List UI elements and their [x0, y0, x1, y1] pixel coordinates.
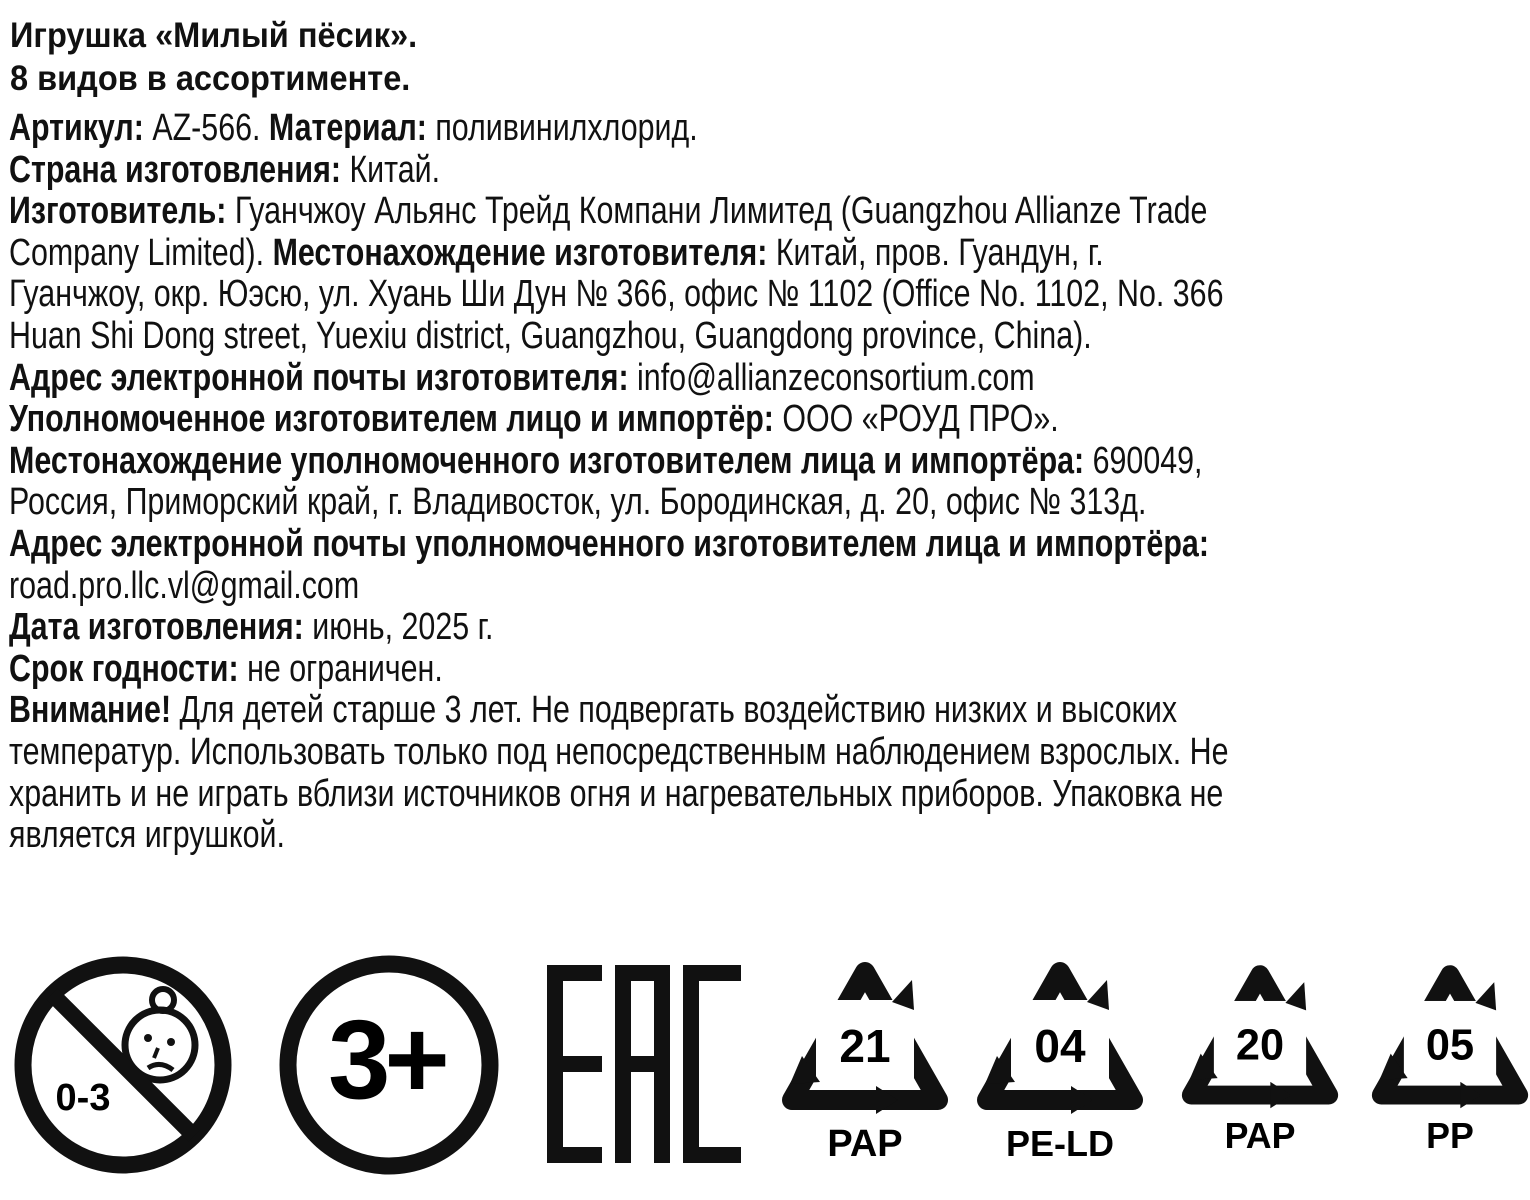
article-material-paragraph — [9, 108, 1245, 150]
manufacturer-label: Изготовитель: — [9, 190, 227, 233]
warning-value: Для детей старше 3 лет. Не подвергать воздействию низких и высоких температур. Использовать только под непосредственным наблюдением взрослых. Не хранить и не играть вблизи источников огня и нагревательных приборов. Упаковка не является игрушкой. — [9, 689, 1229, 857]
recycle-pe-ld-04-icon — [975, 960, 1145, 1175]
age-3-plus-icon — [274, 950, 504, 1180]
manufacturer-email-value: info@allianzeconsortium.com — [637, 356, 1035, 399]
manufacture-date-paragraph — [9, 607, 1245, 649]
importer-email-paragraph — [9, 524, 1245, 607]
recycle-code-pp: PP — [1426, 1115, 1474, 1156]
recycle-number-05: 05 — [1425, 1021, 1475, 1070]
product-info-block — [9, 108, 1245, 857]
manufacture-date-value: июнь, 2025 г. — [312, 606, 494, 649]
importer-value: ООО «РОУД ПРО». — [782, 398, 1059, 441]
product-title-line-1: Игрушка «Милый пёсик». — [10, 16, 418, 55]
country-paragraph — [9, 150, 1245, 192]
recycle-number-04: 04 — [1034, 1020, 1086, 1072]
manufacturer-address-value: Китай, пров. Гуандун, г. Гуанчжоу, окр. Юэсю, ул. Хуань Ши Дун № 366, офис № 1102 (Office No. 1102, No. 366 Huan Shi Dong street, Yuexiu district, Guangzhou, Guangdong province, China). — [9, 231, 1224, 357]
manufacturer-paragraph — [9, 191, 1245, 357]
material-label: Материал: — [268, 107, 427, 149]
product-title-line-2: 8 видов в ассортименте. — [10, 59, 411, 98]
age-rating-label: 3+ — [328, 997, 444, 1122]
recycle-pp-05-icon — [1370, 962, 1530, 1167]
importer-email-value: road.pro.llc.vl@gmail.com — [9, 564, 360, 607]
recycle-code-pe-ld: PE-LD — [1006, 1123, 1114, 1164]
importer-email-label: Адрес электронной почты уполномоченного изготовителем лица и импортёра: — [9, 522, 1209, 565]
importer-address-value: 690049, Россия, Приморский край, г. Владивосток, ул. Бородинская, д. 20, офис № 313д. — [9, 439, 1203, 524]
product-title — [10, 14, 1405, 100]
importer-paragraph — [9, 399, 1245, 441]
importer-address-paragraph — [9, 441, 1245, 524]
recycle-pap-20-icon — [1180, 962, 1340, 1167]
manufacturer-address-label: Местонахождение изготовителя: — [272, 231, 768, 274]
eac-mark-icon — [545, 965, 745, 1165]
recycle-code-pap-2: PAP — [1224, 1115, 1296, 1156]
recycle-code-pap-1: PAP — [827, 1123, 903, 1165]
shelf-life-value: не ограничен. — [247, 647, 443, 690]
age-warning-label: 0-3 — [55, 1077, 111, 1119]
warning-paragraph — [9, 690, 1245, 856]
manufacturer-email-paragraph — [9, 358, 1245, 400]
article-label: Артикул: — [9, 107, 144, 149]
material-value: поливинилхлорид. — [435, 107, 698, 149]
importer-label: Уполномоченное изготовителем лицо и импортёр: — [9, 398, 774, 441]
recycle-number-20: 20 — [1235, 1021, 1285, 1070]
certification-icons-row — [0, 950, 1530, 1190]
shelf-life-paragraph — [9, 649, 1245, 691]
country-label: Страна изготовления: — [9, 148, 341, 191]
warning-label: Внимание! — [9, 689, 172, 732]
manufacturer-email-label: Адрес электронной почты изготовителя: — [9, 356, 629, 399]
shelf-life-label: Срок годности: — [9, 647, 239, 690]
country-value: Китай. — [349, 148, 441, 191]
recycle-number-21: 21 — [839, 1020, 891, 1072]
manufacturer-value: Гуанчжоу Альянс Трейд Компани Лимитед (Guangzhou Allianze Trade Company Limited). — [9, 190, 1208, 274]
recycle-pap-21-icon — [780, 960, 950, 1175]
importer-address-label: Местонахождение уполномоченного изготовителем лица и импортёра: — [9, 439, 1085, 482]
article-value: AZ-566. — [152, 107, 261, 149]
not-for-under-3-icon — [8, 950, 238, 1180]
manufacture-date-label: Дата изготовления: — [9, 606, 304, 649]
